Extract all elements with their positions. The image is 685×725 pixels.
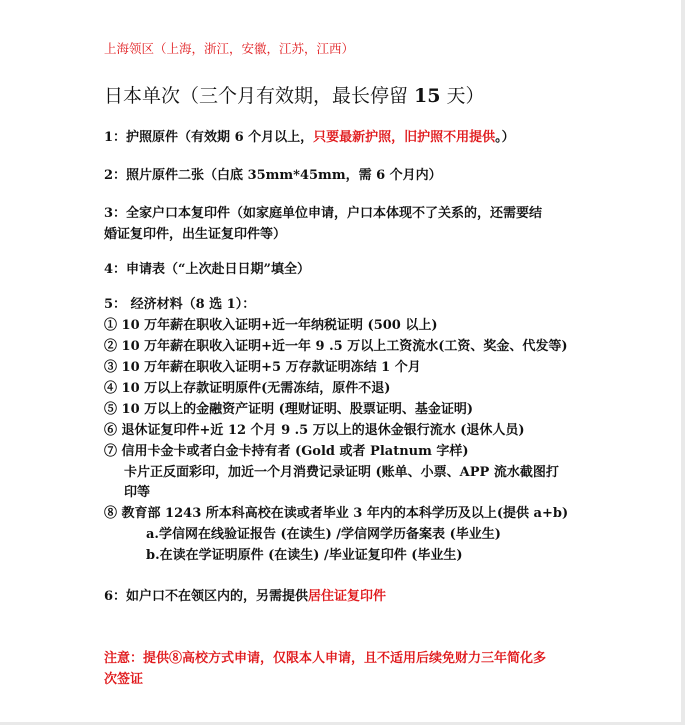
- option-2: ② 10 万年薪在职收入证明+近一年 9 .5 万以上工资流水(工资、奖金、代发等): [104, 339, 568, 354]
- item-6-residence: [104, 588, 386, 606]
- option-5: ⑤ 10 万以上的金融资产证明 (理财证明、股票证明、基金证明): [104, 402, 473, 417]
- option-8-a: a.学信网在线验证报告 (在读生) /学信网学历备案表 (毕业生): [146, 527, 501, 542]
- option-4: ④ 10 万以上存款证明原件(无需冻结，原件不退): [104, 381, 391, 396]
- item-5-heading: 5： 经济材料（8 选 1）：: [104, 297, 256, 312]
- notice-line-1: 注意：提供⑧高校方式申请，仅限本人申请，且不适用后续免财力三年简化多: [104, 651, 547, 666]
- item-2-photos: 2：照片原件二张（白底 35mm*45mm，需 6 个月内）: [104, 168, 442, 183]
- item-3-line-2: 婚证复印件，出生证复印件等）: [104, 227, 287, 242]
- option-6: ⑥ 退休证复印件+近 12 个月 9 .5 万以上的退休金银行流水 (退休人员): [104, 423, 525, 438]
- item-4-application: 4：申请表（“上次赴日日期”填全）: [104, 262, 311, 277]
- option-8-b: b.在读在学证明原件 (在读生) /毕业证复印件 (毕业生): [146, 548, 463, 563]
- item-1-text: 1：护照原件（有效期 6 个月以上，: [104, 130, 314, 145]
- item-6-red: 居住证复印件: [308, 589, 387, 604]
- option-7: ⑦ 信用卡金卡或者白金卡持有者 (Gold 或者 Platnum 字样): [104, 444, 469, 459]
- item-1-passport: [104, 129, 515, 147]
- item-3-line-1: 3：全家户口本复印件（如家庭单位申请，户口本体现不了关系的，还需要结: [104, 206, 543, 221]
- page-edge-right: [681, 0, 685, 725]
- item-1-red: 只要最新护照，旧护照不用提供: [313, 130, 496, 145]
- option-7-continuation-1: 卡片正反面彩印，加近一个月消费记录证明 (账单、小票、APP 流水截图打: [124, 465, 559, 480]
- option-7-continuation-2: 印等: [124, 485, 151, 500]
- title-after: 天）: [440, 85, 485, 107]
- title-before: 日本单次（三个月有效期，最长停留: [104, 85, 415, 107]
- option-8: ⑧ 教育部 1243 所本科高校在读或者毕业 3 年内的本科学历及以上(提供 a+b): [104, 506, 569, 521]
- title-number: 15: [414, 85, 441, 107]
- consular-region: 上海领区（上海，浙江，安徽，江苏，江西）: [104, 41, 355, 56]
- notice-line-2: 次签证: [104, 672, 144, 687]
- option-1: ① 10 万年薪在职收入证明+近一年纳税证明 (500 以上): [104, 318, 438, 333]
- item-6-text: 6：如户口不在领区内的，另需提供: [104, 589, 309, 604]
- document-title: [104, 84, 485, 108]
- option-3: ③ 10 万年薪在职收入证明+5 万存款证明冻结 1 个月: [104, 360, 421, 375]
- item-1-end: 。）: [495, 130, 515, 145]
